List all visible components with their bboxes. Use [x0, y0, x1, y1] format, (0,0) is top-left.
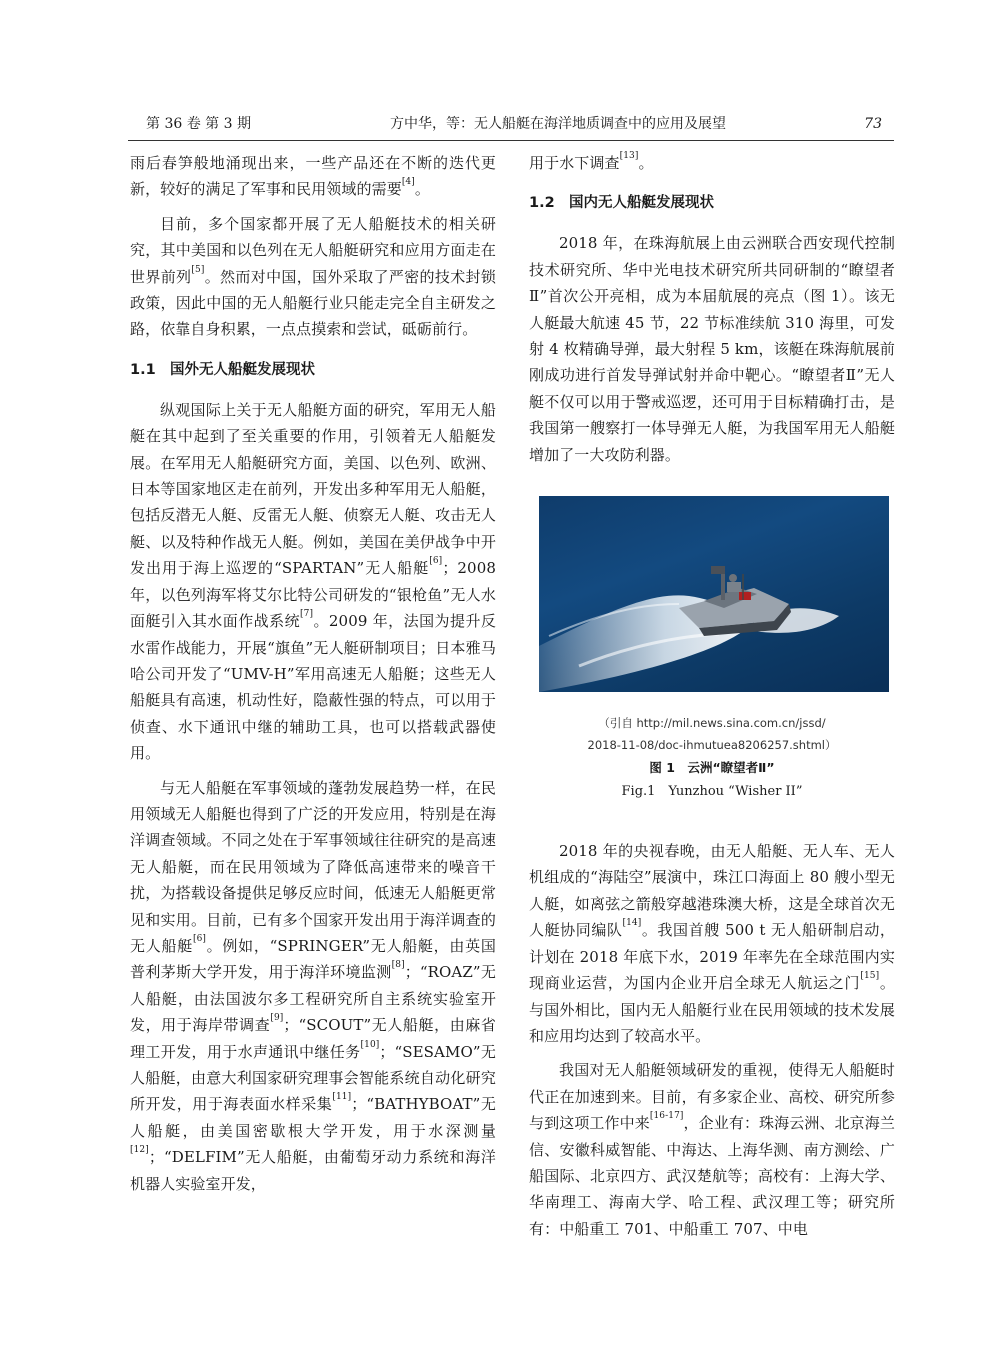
paragraph: 我国对无人船艇领域研发的重视，使得无人船艇时代正在加速到来。目前，有多家企业、高校、研究所参与到这项工作中来[16-17]，企业有：珠海云洲、北京海兰信、安徽科威智能、中海达、上海华测、南方测绘、广船国际、北京四方、武汉楚航等；高校有：上海大学、华南理工、海南大学、哈工程、武汉理工等；研究所有：中船重工 701、中船重工 707、中电 — [529, 1061, 895, 1238]
paragraph: 雨后春笋般地涌现出来，一些产品还在不断的迭代更新，较好的满足了军事和民用领域的需要[4]。 — [130, 154, 496, 199]
figure-source: （引自 http://mil.news.sina.com.cn/jssd/ 2018-11-08/doc-ihmutuea8206257.shtml） — [587, 716, 837, 753]
citation[interactable]: [8] — [391, 960, 405, 971]
citation[interactable]: [6] — [192, 933, 207, 944]
figure-caption-cn: 图 1 云洲“瞭望者Ⅱ” — [649, 760, 775, 776]
paragraph: 纵观国际上关于无人船艇方面的研究，军用无人船艇在其中起到了至关重要的作用，引领着无人船艇发展。在军用无人船艇研究方面，美国、以色列、欧洲、日本等国家地区走在前列，开发出多种军用无人船艇，包括反潜无人艇、反雷无人艇、侦察无人艇、攻击无人艇、以及特种作战无人艇。例如，美国在美伊战争中开发出用于海上巡逻的“SPARTAN”无人船艇[6]；2008 年，以色列海军将艾尔比特公司研发的“银枪鱼”无人水面艇引入其水面作战系统[7]。2009 年，法国为提升反水雷作战能力，开展“旗鱼”无人艇研制项目；日本雅马哈公司开发了“UMV-H”军用高速无人船艇；这些无人船艇具有高速，机动性好，隐蔽性强的特点，可以用于侦查、水下通讯中继的辅助工具，也可以搭载武器使用。 — [130, 400, 497, 763]
page-number: 73 — [864, 116, 882, 132]
journal-volume: 第 36 卷 第 3 期 — [146, 116, 251, 132]
boat-photo — [539, 496, 889, 692]
citation[interactable]: [15] — [860, 971, 880, 982]
figure-caption-en: Fig.1 Yunzhou “Wisher II” — [621, 784, 803, 800]
citation[interactable]: [13] — [619, 151, 639, 161]
paragraph: 与无人船艇在军事领域的蓬勃发展趋势一样，在民用领域无人船艇也得到了广泛的开发应用，特别是在海洋调查领域。不同之处在于军事领域往往研究的是高速无人船艇，而在民用领域为了降低高速带来的噪音干扰，为搭载设备提供足够反应时间，低速无人船艇更常见和实用。目前，已有多个国家开发出用于海洋调查的无人船艇[6]。例如，“SPRINGER”无人船艇，由英国普利茅斯大学开发，用于海洋环境监测[8]；“ROAZ”无人船艇，由法国波尔多工程研究所自主系统实验室开发，用于海岸带调查[9]；“SCOUT”无人船艇，由麻省理工开发，用于水声通讯中继任务[10]；“SESAMO”无人船艇，由意大利国家研究理事会智能系统自动化研究所开发，用于海表面水样采集[11]；“BATHYBOAT”无人船艇，由美国密歇根大学开发，用于水深测量[12]；“DELFIM”无人船艇，由葡萄牙动力系统和海洋机器人实验室开发， — [130, 778, 497, 1193]
paragraph: 目前，多个国家都开展了无人船艇技术的相关研究，其中美国和以色列在无人船艇研究和应用方面走在世界前列[5]。然而对中国，国外采取了严密的技术封锁政策，因此中国的无人船艇行业只能走完全自主研发之路，依靠自身积累，一点点摸索和尝试，砥砺前行。 — [130, 214, 497, 339]
paragraph: 2018 年的央视春晚，由无人船艇、无人车、无人机组成的“海陆空”展演中，珠江口海面上 80 艘小型无人艇，如离弦之箭般穿越港珠澳大桥，这是全球首次无人艇协同编队[14]。我国首艘 500 t 无人船研制启动，计划在 2018 年底下水，2019 年率先在全球范围内实现商业运营，为国内企业开启全球无人航运之门[15]。与国外相比，国内无人船艇行业在民用领域的技术发展和应用均达到了较高水平。 — [529, 842, 895, 1045]
section-heading-1-1: 1.1 国外无人船艇发展现状 — [130, 361, 315, 378]
figure-1 — [529, 496, 895, 804]
section-heading-1-2: 1.2 国内无人船艇发展现状 — [529, 195, 714, 212]
citation[interactable]: [14] — [622, 918, 642, 929]
citation[interactable]: [5] — [191, 264, 205, 275]
paragraph: 2018 年，在珠海航展上由云洲联合西安现代控制技术研究所、华中光电技术研究所共同研制的“瞭望者Ⅱ”首次公开亮相，成为本届航展的亮点（图 1）。该无人艇最大航速 45 节，22 节标准续航 310 海里，可发射 4 枚精确导弹，最大射程 5 km，该艇在珠海航展前刚成功进行首发导弹试射并命中靶心。“瞭望者Ⅱ”无人艇不仅可以用于警戒巡逻，还可用于目标精确打击，是我国第一艘察打一体导弹无人艇，为我国军用无人船艇增加了一大攻防利器。 — [529, 234, 895, 464]
running-header — [128, 114, 882, 140]
citation[interactable]: [4] — [401, 177, 415, 188]
citation[interactable]: [12] — [130, 1145, 149, 1156]
left-column — [130, 150, 496, 1197]
header-rule — [128, 140, 894, 141]
article-running-title: 方中华，等：无人船艇在海洋地质调查中的应用及展望 — [390, 116, 726, 132]
citation[interactable]: [9] — [270, 1013, 284, 1024]
citation[interactable]: [11] — [332, 1092, 352, 1103]
paragraph: 用于水下调查[13]。 — [529, 151, 654, 172]
citation[interactable]: [6] — [429, 556, 443, 567]
citation[interactable]: [7] — [300, 609, 314, 620]
citation[interactable]: [10] — [360, 1039, 380, 1050]
right-column — [529, 150, 895, 1242]
citation[interactable]: [16-17] — [649, 1111, 684, 1122]
